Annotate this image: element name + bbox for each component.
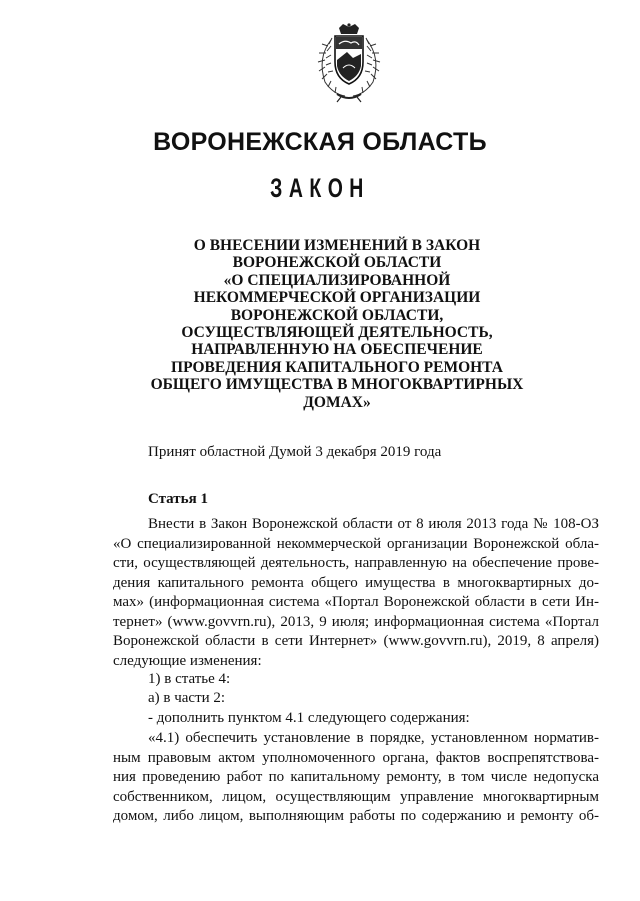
paragraph-line: Внести в Закон Воронежской области от 8 июля 2013 года № 108-ОЗ — [148, 516, 599, 532]
law-title-line: ВОРОНЕЖСКОЙ ОБЛАСТИ, — [230, 306, 444, 324]
adoption-date: Принят областной Думой 3 декабря 2019 года — [148, 444, 442, 460]
law-title-line: ОСУЩЕСТВЛЯЮЩЕЙ ДЕЯТЕЛЬНОСТЬ, — [181, 323, 493, 341]
paragraph-line: «О специализированной некоммерческой организации Воронежской обла- — [113, 535, 599, 552]
list-item-dash: - дополнить пунктом 4.1 следующего содержания: — [148, 710, 470, 726]
article-intro-paragraph — [113, 515, 599, 671]
paragraph-line: сти, осуществляющей деятельность, направленную на обеспечение прове- — [113, 555, 599, 571]
paragraph-line: тернет» (www.govvrn.ru), 2013, 9 июля; информационная система «Портал — [113, 613, 599, 630]
law-title-line: «О СПЕЦИАЛИЗИРОВАННОЙ — [223, 271, 451, 289]
paragraph-line: мах» (информационная система «Портал Воронежской области в сети Ин- — [113, 594, 599, 610]
paragraph-line: следующие изменения: — [113, 652, 262, 669]
paragraph-line: «4.1) обеспечить установление в порядке, установленном норматив- — [148, 730, 599, 746]
law-title-line: О ВНЕСЕНИИ ИЗМЕНЕНИЙ В ЗАКОН — [193, 237, 481, 254]
quoted-amendment-paragraph — [113, 729, 599, 827]
document-type: ЗАКОН — [270, 173, 370, 203]
law-title-line: ПРОВЕДЕНИЯ КАПИТАЛЬНОГО РЕМОНТА — [171, 358, 503, 376]
paragraph-line: собственником, лицом, осуществляющим управление многоквартирным — [113, 788, 599, 805]
law-title — [150, 237, 524, 411]
paragraph-line: домом, либо лицом, выполняющим работы по содержанию и ремонту об- — [113, 808, 599, 824]
coat-of-arms-emblem — [301, 22, 397, 104]
paragraph-line: дения капитального ремонта общего имущества в многоквартирных до- — [113, 574, 599, 591]
law-title-line: ДОМАХ» — [303, 393, 371, 411]
law-title-line: ОБЩЕГО ИМУЩЕСТВА В МНОГОКВАРТИРНЫХ — [150, 376, 524, 394]
region-title: ВОРОНЕЖСКАЯ ОБЛАСТЬ — [153, 128, 487, 156]
law-title-line: ВОРОНЕЖСКОЙ ОБЛАСТИ — [232, 254, 442, 272]
paragraph-line: ния проведению работ по капитальному ремонту, в том числе недопуска — [113, 769, 599, 785]
paragraph-line: ным правовым актом уполномоченного органа, фактов воспрепятствова- — [113, 749, 599, 766]
law-title-line: НЕКОММЕРЧЕСКОЙ ОРГАНИЗАЦИИ — [193, 289, 481, 307]
article-heading: Статья 1 — [148, 491, 208, 507]
paragraph-line: Воронежской области в сети Интернет» (www.govvrn.ru), 2019, 8 апреля) — [113, 633, 599, 649]
list-item-1: 1) в статье 4: — [148, 671, 231, 687]
list-item-a: а) в части 2: — [148, 690, 226, 706]
law-title-line: НАПРАВЛЕННУЮ НА ОБЕСПЕЧЕНИЕ — [191, 341, 483, 359]
